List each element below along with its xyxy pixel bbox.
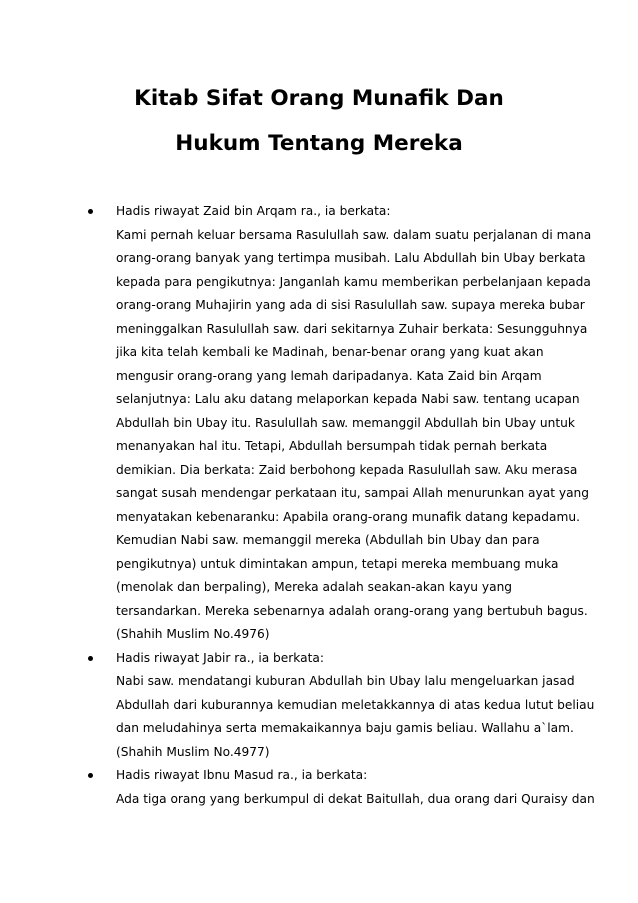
hadith-line: Nabi saw. mendatangi kuburan Abdullah bin Ubay lalu mengeluarkan jasad	[116, 674, 575, 688]
hadith-header: Hadis riwayat Jabir ra., ia berkata:	[116, 650, 324, 665]
hadith-citation: (Shahih Muslim No.4976)	[116, 627, 270, 641]
bullet-icon	[88, 656, 93, 661]
hadith-line: mengusir orang-orang yang lemah daripadanya. Kata Zaid bin Arqam	[116, 368, 542, 383]
hadith-header: Hadis riwayat Ibnu Masud ra., ia berkata:	[116, 768, 368, 782]
document-title	[0, 76, 638, 166]
title-line-1: Kitab Sifat Orang Munafik Dan	[134, 86, 504, 111]
hadith-line: Kemudian Nabi saw. memanggil mereka (Abdullah bin Ubay dan para	[116, 533, 540, 547]
hadith-citation: (Shahih Muslim No.4977)	[116, 744, 270, 759]
hadith-line: menanyakan hal itu. Tetapi, Abdullah bersumpah tidak pernah berkata	[116, 439, 548, 453]
bullet-icon	[88, 773, 93, 778]
hadith-line: Ada tiga orang yang berkumpul di dekat Baitullah, dua orang dari Quraisy dan	[116, 791, 595, 806]
hadith-item-jabir	[0, 647, 638, 765]
hadith-line: Abdullah bin Ubay itu. Rasulullah saw. memanggil Abdullah bin Ubay untuk	[116, 415, 575, 430]
hadith-line: sangat susah mendengar perkataan itu, sampai Allah menurunkan ayat yang	[116, 486, 590, 500]
hadith-line: menyatakan kebenaranku: Apabila orang-orang munafik datang kepadamu.	[116, 509, 580, 524]
hadith-line: orang-orang banyak yang tertimpa musibah. Lalu Abdullah bin Ubay berkata	[116, 251, 586, 265]
hadith-line: kepada para pengikutnya: Janganlah kamu memberikan perbelanjaan kepada	[116, 274, 591, 289]
hadith-line: pengikutnya) untuk dimintakan ampun, tetapi mereka membuang muka	[116, 556, 559, 571]
hadith-item-ibnu-masud	[0, 764, 638, 811]
hadith-line: jika kita telah kembali ke Madinah, benar-benar orang yang kuat akan	[116, 345, 544, 359]
hadith-line: Abdullah dari kuburannya kemudian meletakkannya di atas kedua lutut beliau	[116, 697, 595, 712]
hadith-list	[0, 200, 638, 811]
hadith-line: meninggalkan Rasulullah saw. dari sekitarnya Zuhair berkata: Sesungguhnya	[116, 321, 588, 336]
hadith-line: tersandarkan. Mereka sebenarnya adalah orang-orang yang bertubuh bagus.	[116, 603, 588, 618]
hadith-header: Hadis riwayat Zaid bin Arqam ra., ia berkata:	[116, 204, 391, 218]
hadith-line: Kami pernah keluar bersama Rasulullah saw. dalam suatu perjalanan di mana	[116, 227, 592, 242]
hadith-line: demikian. Dia berkata: Zaid berbohong kepada Rasulullah saw. Aku merasa	[116, 462, 578, 477]
hadith-item-zaid	[0, 200, 638, 647]
hadith-line: orang-orang Muhajirin yang ada di sisi Rasulullah saw. supaya mereka bubar	[116, 298, 585, 312]
hadith-line: (menolak dan berpaling), Mereka adalah seakan-akan kayu yang	[116, 580, 513, 594]
hadith-line: dan meludahinya serta memakaikannya baju gamis beliau. Wallahu a`lam.	[116, 721, 574, 735]
bullet-icon	[88, 209, 93, 214]
title-line-2: Hukum Tentang Mereka	[175, 131, 463, 156]
hadith-line: selanjutnya: Lalu aku datang melaporkan kepada Nabi saw. tentang ucapan	[116, 392, 580, 406]
